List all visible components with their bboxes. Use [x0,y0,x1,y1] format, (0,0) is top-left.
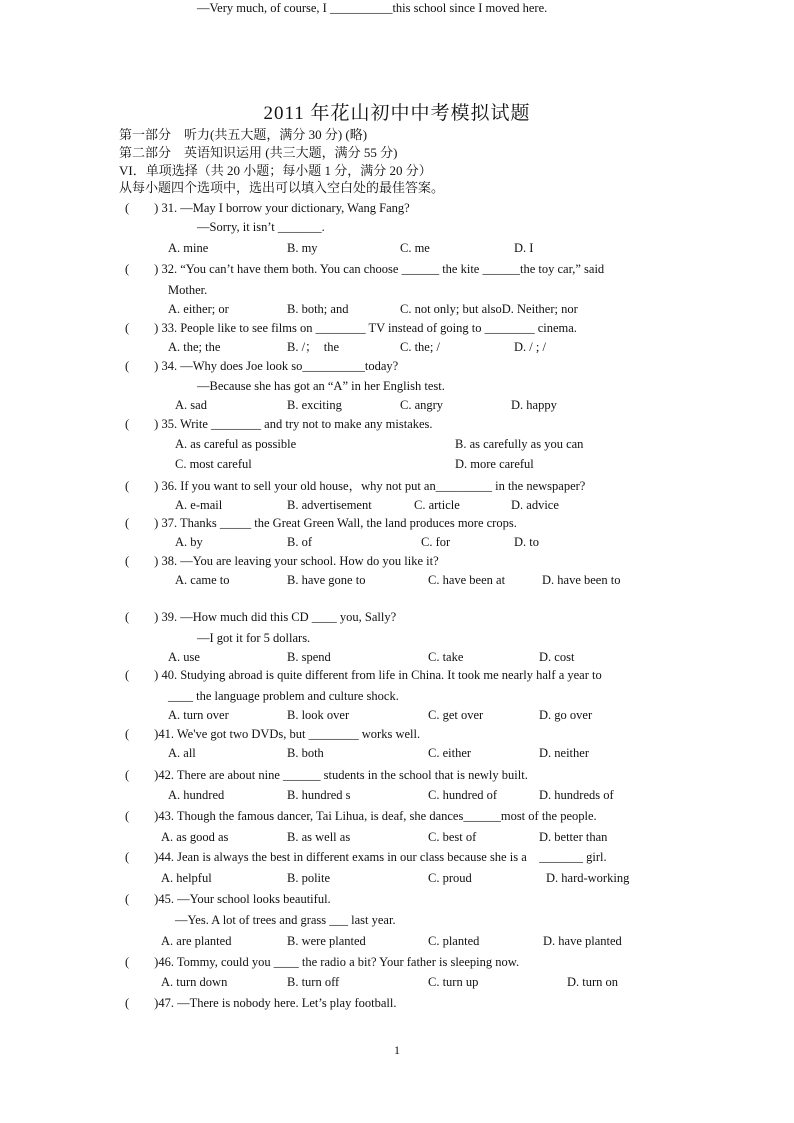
question-stem: ( ) 40. Studying abroad is quite different from life in China. It took me nearly half a year to [125,668,602,682]
answer-option: C. for [421,535,451,549]
answer-option: B. my [287,241,318,255]
answer-option: C. best of [428,830,477,844]
question-continuation: Mother. [168,283,208,297]
answer-option: D. / ; / [514,340,546,354]
answer-option: B. both; and [287,302,349,316]
answer-option: A. mine [168,241,209,255]
answer-option: C. most careful [175,457,252,471]
answer-option: B. as well as [287,830,351,844]
answer-option: D. more careful [455,457,534,471]
answer-option: A. sad [175,398,207,412]
part-one-header: 第一部分 听力(共五大题，满分 30 分) (略) [119,127,368,142]
section-header: VI．单项选择（共 20 小题；每小题 1 分，满分 20 分） [119,163,432,178]
answer-option: A. the; the [168,340,221,354]
answer-option: B. hundred s [287,788,351,802]
answer-option: C. either [428,746,472,760]
answer-option: C. angry [400,398,444,412]
question-continuation: ―Because she has got an “A” in her English test. [197,379,445,393]
answer-option: A. turn down [161,975,228,989]
instruction: 从每小题四个选项中，选出可以填入空白处的最佳答案。 [119,180,445,195]
question-continuation: ―Sorry, it isn’t _______. [197,220,325,234]
answer-option: C. me [400,241,430,255]
answer-option: A. hundred [168,788,225,802]
answer-option: B. were planted [287,934,366,948]
answer-option: B. advertisement [287,498,372,512]
answer-option: C. hundred of [428,788,498,802]
question-stem: ( ) 33. People like to see films on ________ TV instead of going to ________ cinema. [125,321,577,335]
question-stem: ( ) 38. ―You are leaving your school. How do you like it? [125,554,439,568]
answer-option: A. all [168,746,196,760]
answer-option: D. I [514,241,534,255]
question-stem: ( )44. Jean is always the best in different exams in our class because she is a _______ girl. [125,850,607,864]
answer-option: D. hard-working [546,871,630,885]
answer-option: C. get over [428,708,484,722]
question-continuation: ―I got it for 5 dollars. [197,631,311,645]
answer-option: D. have planted [543,934,622,948]
answer-option: A. e-mail [175,498,223,512]
answer-option: C. proud [428,871,472,885]
question-stem: ( )46. Tommy, could you ____ the radio a bit? Your father is sleeping now. [125,955,520,969]
answer-option: C. turn up [428,975,479,989]
answer-option: D. neither [539,746,589,760]
answer-option: D. go over [539,708,593,722]
question-stem: ( ) 37. Thanks _____ the Great Green Wall, the land produces more crops. [125,516,517,530]
page-number: 1 [394,1043,400,1057]
answer-option: A. as careful as possible [175,437,297,451]
question-continuation: —Yes. A lot of trees and grass ___ last year. [175,913,396,927]
answer-option: D. hundreds of [539,788,614,802]
answer-option: C. have been at [428,573,506,587]
answer-option: D. turn on [567,975,619,989]
page-title: 2011 年花山初中中考模拟试题 [263,103,531,124]
answer-option: B. both [287,746,324,760]
answer-option: D. cost [539,650,575,664]
question-stem: ( ) 31. ―May I borrow your dictionary, Wang Fang? [125,201,410,215]
answer-option: C. take [428,650,464,664]
answer-option: C. planted [428,934,480,948]
answer-option: A. helpful [161,871,212,885]
answer-option: B. of [287,535,312,549]
answer-option: D. better than [539,830,608,844]
question-continuation: ____ the language problem and culture shock. [168,689,399,703]
question-stem: ( ) 36. If you want to sell your old house，why not put an_________ in the newspaper? [125,479,586,493]
question-stem: ( ) 39. ―How much did this CD ____ you, Sally? [125,610,397,624]
answer-option: C. the; / [400,340,440,354]
part-two-header: 第二部分 英语知识运用 (共三大题，满分 55 分) [119,145,398,160]
answer-option: A. either; or [168,302,229,316]
question-stem: ( ) 34. ―Why does Joe look so__________today? [125,359,399,373]
question-stem: ( )45. —Your school looks beautiful. [125,892,331,906]
question-stem: ( )42. There are about nine ______ students in the school that is newly built. [125,768,528,782]
answer-option: B. look over [287,708,350,722]
answer-option: B. exciting [287,398,342,412]
answer-option: D. to [514,535,539,549]
question-stem: ( )47. ―There is nobody here. Let’s play football. [125,996,397,1010]
answer-option: B. /； the [287,340,340,354]
answer-option: D. advice [511,498,559,512]
answer-option: B. turn off [287,975,340,989]
answer-option: C. not only; but alsoD. Neither; nor [400,302,578,316]
answer-option: B. as carefully as you can [455,437,584,451]
answer-option: B. have gone to [287,573,366,587]
answer-option: A. came to [175,573,230,587]
question-continuation: ―Very much, of course, I __________this school since I moved here. [197,1,548,15]
question-stem: ( ) 32. “You can’t have them both. You can choose ______ the kite ______the toy car,” said [125,262,605,276]
answer-option: A. are planted [161,934,232,948]
answer-option: B. polite [287,871,331,885]
answer-option: A. turn over [168,708,229,722]
answer-option: A. use [168,650,200,664]
question-stem: ( )41. We've got two DVDs, but ________ works well. [125,727,421,741]
question-stem: ( )43. Though the famous dancer, Tai Lihua, is deaf, she dances______most of the people. [125,809,597,823]
answer-option: A. by [175,535,203,549]
answer-option: C. article [414,498,460,512]
answer-option: A. as good as [161,830,229,844]
answer-option: D. have been to [542,573,621,587]
question-stem: ( ) 35. Write ________ and try not to make any mistakes. [125,417,433,431]
answer-option: D. happy [511,398,557,412]
answer-option: B. spend [287,650,331,664]
